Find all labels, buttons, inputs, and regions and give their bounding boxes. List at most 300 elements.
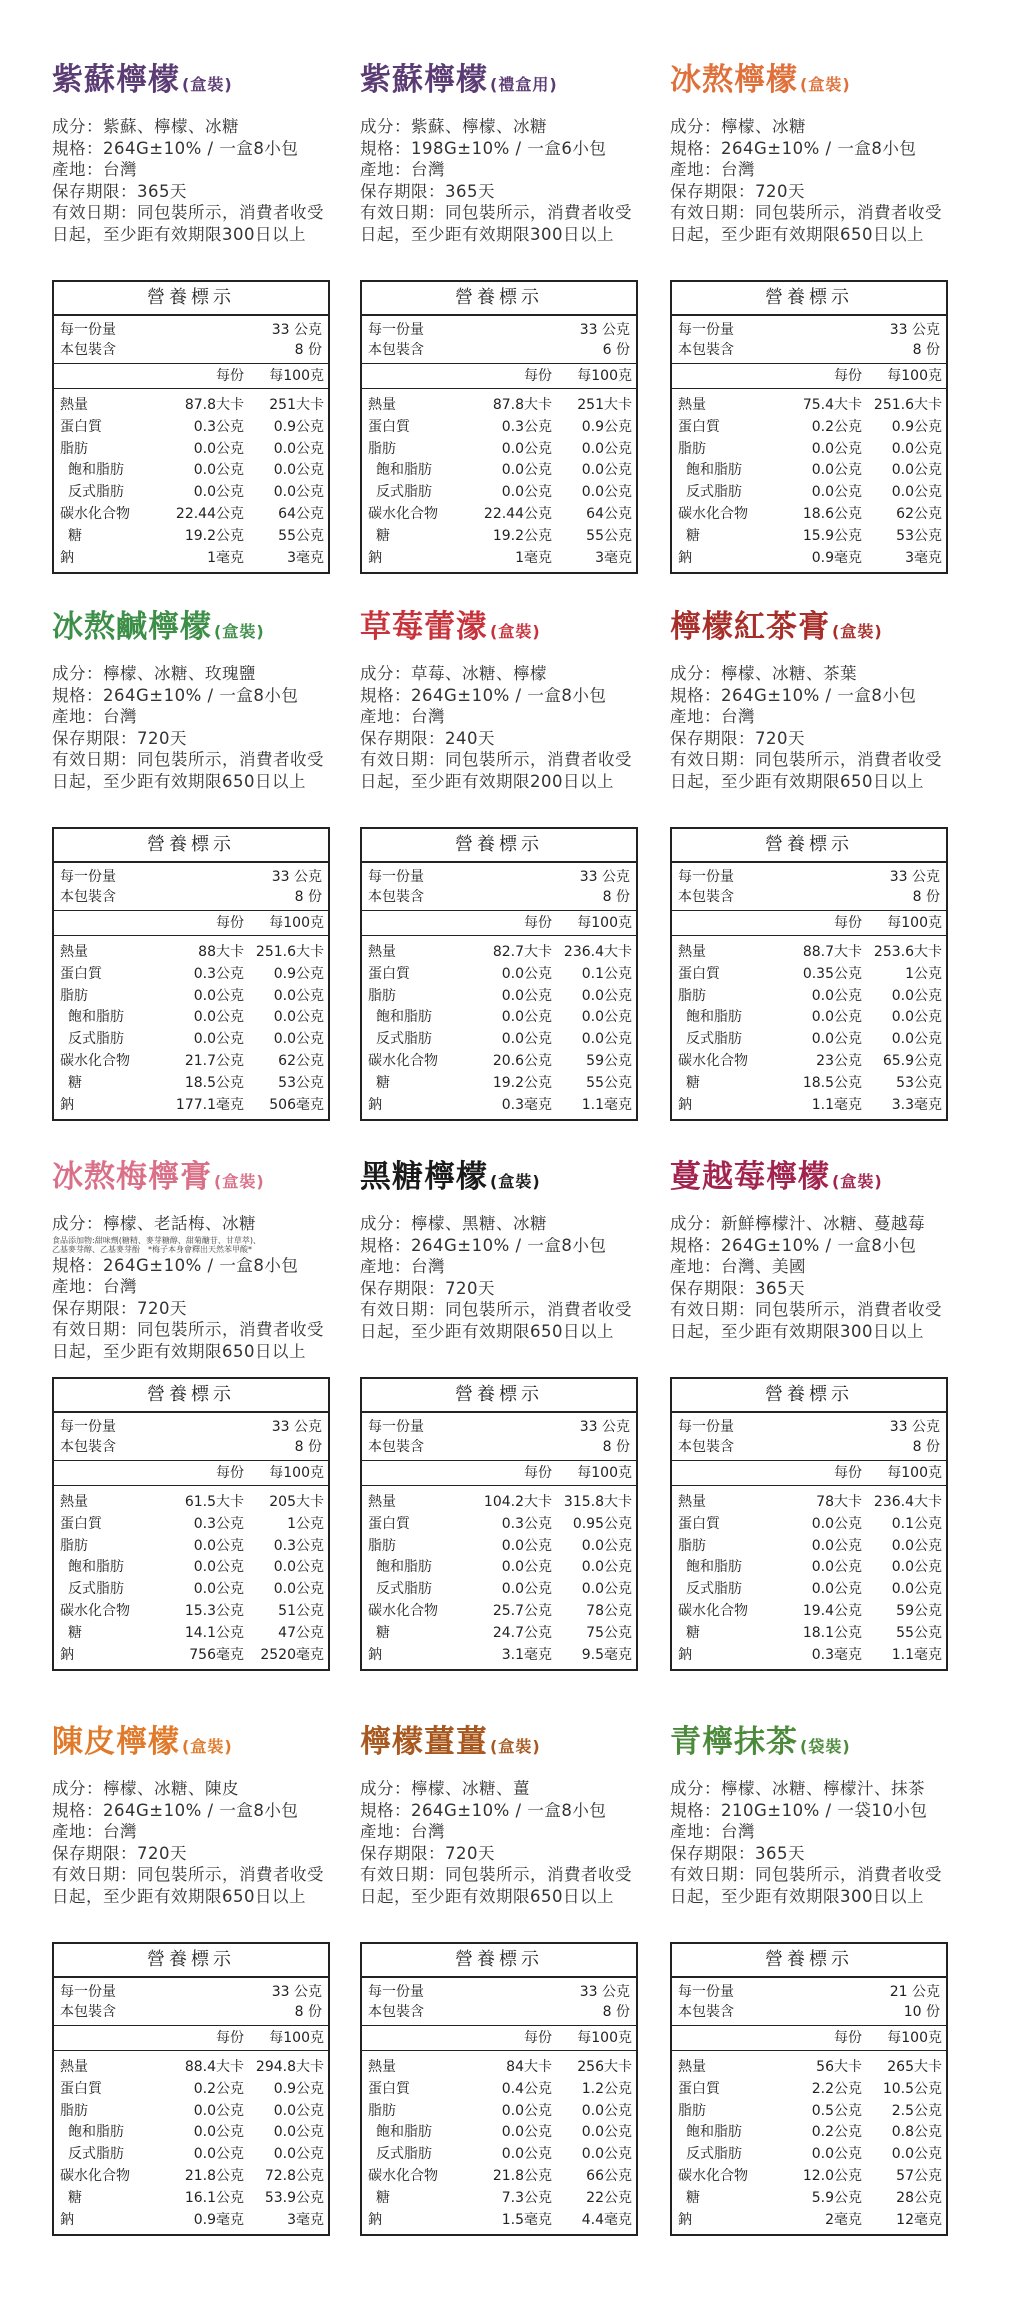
info-line: 成分：檸檬、黑糖、冰糖 xyxy=(360,1214,547,1233)
per-100g-value: 72.8公克 xyxy=(264,2167,324,2184)
nutrient-name: 鈉 xyxy=(368,2211,382,2228)
product-title xyxy=(360,1720,640,1764)
nutrition-header: 營養標示 xyxy=(362,1379,636,1413)
info-line: 保存期限：365天 xyxy=(670,1843,805,1863)
info-line: 有效日期：同包裝所示，消費者收受日起，至少距有效期限650日以上 xyxy=(670,750,942,791)
nutrient-row xyxy=(678,1492,942,1514)
per-100g-value: 53.9公克 xyxy=(264,2189,324,2206)
per-serving-header: 每份 xyxy=(216,2030,244,2046)
servings-count-label: 本包裝含 xyxy=(368,2004,424,2020)
nutrient-rows xyxy=(54,2051,328,2234)
per-100g-value: 0.0公克 xyxy=(273,484,324,501)
per-serving-value: 0.4公克 xyxy=(501,2080,552,2097)
nutrient-name: 熱量 xyxy=(368,397,396,413)
per-100g-value: 0.0公克 xyxy=(273,1031,324,1048)
serving-size-value: 21 公克 xyxy=(889,1984,940,2000)
nutrient-name: 熱量 xyxy=(60,2059,88,2075)
per-100g-value: 0.9公克 xyxy=(581,418,632,435)
per-serving-value: 0.3公克 xyxy=(193,418,244,435)
nutrient-row xyxy=(678,1029,942,1051)
nutrient-name: 鈉 xyxy=(368,549,382,566)
nutrient-name: 脂肪 xyxy=(60,2102,88,2119)
per-serving-value: 84大卡 xyxy=(506,2059,552,2075)
nutrient-name: 糖 xyxy=(686,2189,700,2206)
nutrient-name: 碳水化合物 xyxy=(368,1052,438,1069)
per-100g-value: 55公克 xyxy=(586,527,632,544)
product-name: 冰熬梅檸膏 xyxy=(52,1159,212,1195)
per-100g-value: 53公克 xyxy=(278,1074,324,1091)
serving-size-row xyxy=(60,1982,322,2002)
per-serving-value: 0.0公克 xyxy=(193,1009,244,1026)
nutrition-header: 營養標示 xyxy=(54,1379,328,1413)
nutrient-rows xyxy=(54,1486,328,1669)
serving-size-row xyxy=(60,1417,322,1437)
per-100g-value: 1.1毫克 xyxy=(891,1646,942,1663)
info-line: 成分：檸檬、冰糖、檸檬汁、抹茶 xyxy=(670,1779,925,1798)
per-serving-value: 18.5公克 xyxy=(802,1074,862,1091)
nutrient-rows xyxy=(362,2051,636,2234)
nutrient-row xyxy=(368,2188,632,2210)
info-line: 有效日期：同包裝所示，消費者收受日起，至少距有效期限650日以上 xyxy=(670,203,942,244)
info-line: 成分：紫蘇、檸檬、冰糖 xyxy=(52,117,239,136)
column-headers xyxy=(54,364,328,389)
per-serving-value: 0.0公克 xyxy=(811,440,862,457)
info-line: 產地：台灣 xyxy=(360,1822,445,1841)
info-line: 成分：檸檬、冰糖、玫瑰鹽 xyxy=(52,664,256,683)
info-line: 保存期限：720天 xyxy=(52,1843,187,1863)
nutrient-row xyxy=(678,1051,942,1073)
product-card xyxy=(670,1155,950,1663)
per-serving-value: 0.0公克 xyxy=(501,462,552,479)
serving-info xyxy=(54,1413,328,1461)
nutrient-row xyxy=(60,395,324,417)
per-serving-value: 0.0公克 xyxy=(193,462,244,479)
per-100g-value: 0.9公克 xyxy=(273,418,324,435)
nutrient-row xyxy=(60,986,324,1008)
per-serving-header: 每份 xyxy=(834,2030,862,2046)
nutrient-name: 鈉 xyxy=(678,549,692,566)
info-line: 產地：台灣、美國 xyxy=(670,1257,806,1276)
nutrient-row xyxy=(60,942,324,964)
product-card xyxy=(670,58,950,566)
per-serving-value: 25.7公克 xyxy=(492,1602,552,1619)
column-headers xyxy=(362,2026,636,2051)
per-100g-value: 3毫克 xyxy=(905,549,942,566)
additive-note xyxy=(52,1236,332,1254)
nutrient-name: 糖 xyxy=(686,1624,700,1641)
nutrient-row xyxy=(678,439,942,461)
nutrition-table xyxy=(670,827,948,1121)
per-serving-value: 0.0公克 xyxy=(811,1581,862,1598)
nutrient-row xyxy=(60,1557,324,1579)
nutrient-name: 脂肪 xyxy=(678,987,706,1004)
per-100g-header: 每100克 xyxy=(577,2030,632,2046)
info-line: 規格：210G±10% / 一袋10小包 xyxy=(670,1800,928,1820)
nutrition-header: 營養標示 xyxy=(362,282,636,316)
product-info xyxy=(360,116,640,245)
serving-info xyxy=(54,1978,328,2026)
per-serving-value: 2.2公克 xyxy=(811,2080,862,2097)
package-type: (盒裝) xyxy=(490,1737,541,1756)
per-serving-value: 5.9公克 xyxy=(811,2189,862,2206)
per-serving-value: 0.0公克 xyxy=(193,2102,244,2119)
per-100g-value: 0.0公克 xyxy=(581,2124,632,2141)
nutrient-name: 蛋白質 xyxy=(678,2080,720,2097)
servings-count-value: 8 份 xyxy=(294,2004,322,2020)
per-100g-header: 每100克 xyxy=(269,1465,324,1481)
servings-count-label: 本包裝含 xyxy=(678,342,734,358)
serving-size-value: 33 公克 xyxy=(271,1419,322,1435)
info-line: 保存期限：720天 xyxy=(360,1843,495,1863)
serving-size-value: 33 公克 xyxy=(889,869,940,885)
nutrient-row xyxy=(678,2188,942,2210)
per-serving-value: 0.0公克 xyxy=(501,440,552,457)
per-serving-value: 0.0公克 xyxy=(193,440,244,457)
per-serving-value: 18.1公克 xyxy=(802,1624,862,1641)
serving-size-label: 每一份量 xyxy=(60,322,116,338)
nutrient-name: 熱量 xyxy=(678,944,706,960)
nutrient-row xyxy=(60,1623,324,1645)
info-line: 產地：台灣 xyxy=(52,707,137,726)
info-line: 產地：台灣 xyxy=(52,1277,137,1296)
per-serving-value: 177.1毫克 xyxy=(175,1096,244,1113)
per-serving-value: 0.0公克 xyxy=(811,1537,862,1554)
nutrient-name: 碳水化合物 xyxy=(678,505,748,522)
nutrient-row xyxy=(60,1095,324,1117)
info-line: 保存期限：365天 xyxy=(360,181,495,201)
nutrient-name: 熱量 xyxy=(678,1494,706,1510)
per-100g-value: 205大卡 xyxy=(269,1494,324,1510)
product-title xyxy=(670,605,950,649)
servings-count-row xyxy=(678,2002,940,2022)
nutrient-name: 飽和脂肪 xyxy=(68,1559,124,1576)
nutrient-rows xyxy=(362,389,636,572)
product-title xyxy=(52,58,332,102)
per-serving-header: 每份 xyxy=(216,1465,244,1481)
per-serving-value: 1毫克 xyxy=(515,549,552,566)
per-serving-value: 0.0公克 xyxy=(193,1031,244,1048)
per-100g-value: 0.0公克 xyxy=(273,440,324,457)
product-name: 檸檬紅茶膏 xyxy=(670,609,830,645)
per-serving-value: 0.0公克 xyxy=(811,2146,862,2163)
nutrient-name: 糖 xyxy=(376,1624,390,1641)
nutrition-table xyxy=(670,1942,948,2236)
nutrient-name: 鈉 xyxy=(60,2211,74,2228)
per-100g-value: 3.3毫克 xyxy=(891,1096,942,1113)
nutrient-row xyxy=(368,1557,632,1579)
nutrition-header: 營養標示 xyxy=(54,1944,328,1978)
serving-size-value: 33 公克 xyxy=(579,1419,630,1435)
per-100g-value: 256大卡 xyxy=(577,2059,632,2075)
product-info xyxy=(670,663,950,792)
per-serving-header: 每份 xyxy=(834,1465,862,1481)
column-headers xyxy=(362,364,636,389)
info-line: 規格：264G±10% / 一盒8小包 xyxy=(670,138,917,158)
nutrient-row xyxy=(60,1514,324,1536)
per-serving-value: 0.0公克 xyxy=(811,987,862,1004)
servings-count-row xyxy=(60,340,322,360)
per-serving-value: 0.9毫克 xyxy=(193,2211,244,2228)
nutrition-table xyxy=(360,827,638,1121)
nutrient-row xyxy=(368,964,632,986)
nutrient-rows xyxy=(672,389,946,572)
nutrient-row xyxy=(60,1007,324,1029)
product-info xyxy=(360,1213,640,1342)
per-100g-value: 66公克 xyxy=(586,2167,632,2184)
per-serving-value: 0.0公克 xyxy=(193,2124,244,2141)
servings-count-label: 本包裝含 xyxy=(60,889,116,905)
product-name: 紫蘇檸檬 xyxy=(360,62,488,98)
nutrient-name: 反式脂肪 xyxy=(68,484,124,501)
nutrient-name: 飽和脂肪 xyxy=(68,1009,124,1026)
nutrient-name: 熱量 xyxy=(678,397,706,413)
servings-count-value: 8 份 xyxy=(602,889,630,905)
per-100g-value: 47公克 xyxy=(278,1624,324,1641)
serving-size-row xyxy=(368,867,630,887)
product-name: 冰熬檸檬 xyxy=(670,62,798,98)
serving-size-value: 33 公克 xyxy=(579,869,630,885)
product-name: 青檸抹茶 xyxy=(670,1724,798,1760)
nutrient-row xyxy=(368,2101,632,2123)
serving-size-row xyxy=(368,1417,630,1437)
nutrient-name: 蛋白質 xyxy=(678,965,720,982)
nutrition-table xyxy=(360,1377,638,1671)
per-100g-header: 每100克 xyxy=(887,1465,942,1481)
serving-size-value: 33 公克 xyxy=(889,322,940,338)
per-100g-header: 每100克 xyxy=(577,1465,632,1481)
column-headers xyxy=(362,1461,636,1486)
per-serving-value: 75.4大卡 xyxy=(802,397,862,413)
servings-count-label: 本包裝含 xyxy=(60,342,116,358)
serving-info xyxy=(362,863,636,911)
info-line: 規格：264G±10% / 一盒8小包 xyxy=(360,685,607,705)
info-line: 有效日期：同包裝所示，消費者收受日起，至少距有效期限200日以上 xyxy=(360,750,632,791)
per-serving-value: 756毫克 xyxy=(189,1646,244,1663)
product-info xyxy=(670,1213,950,1342)
nutrient-name: 蛋白質 xyxy=(60,965,102,982)
per-100g-value: 0.0公克 xyxy=(273,2102,324,2119)
nutrient-row xyxy=(678,1095,942,1117)
per-100g-value: 0.9公克 xyxy=(273,2080,324,2097)
per-100g-value: 53公克 xyxy=(896,1074,942,1091)
per-100g-value: 0.95公克 xyxy=(572,1515,632,1532)
per-100g-value: 0.0公克 xyxy=(581,440,632,457)
nutrient-row xyxy=(368,1073,632,1095)
nutrient-row xyxy=(678,2144,942,2166)
nutrient-row xyxy=(678,2057,942,2079)
column-headers xyxy=(54,911,328,936)
nutrient-name: 飽和脂肪 xyxy=(68,462,124,479)
nutrition-table xyxy=(52,827,330,1121)
product-name: 黑糖檸檬 xyxy=(360,1159,488,1195)
per-100g-value: 1公克 xyxy=(287,1515,324,1532)
package-type: (盒裝) xyxy=(214,1172,265,1191)
nutrient-row xyxy=(678,504,942,526)
serving-size-label: 每一份量 xyxy=(60,869,116,885)
info-line: 規格：264G±10% / 一盒8小包 xyxy=(670,685,917,705)
serving-size-row xyxy=(368,320,630,340)
per-serving-value: 1.1毫克 xyxy=(811,1096,862,1113)
serving-info xyxy=(362,1413,636,1461)
product-name: 冰熬鹹檸檬 xyxy=(52,609,212,645)
per-100g-value: 1.1毫克 xyxy=(581,1096,632,1113)
per-100g-value: 294.8大卡 xyxy=(255,2059,324,2075)
nutrient-name: 脂肪 xyxy=(678,2102,706,2119)
product-name: 草莓蕾濛 xyxy=(360,609,488,645)
per-serving-value: 15.3公克 xyxy=(184,1602,244,1619)
per-serving-value: 0.3公克 xyxy=(193,965,244,982)
serving-info xyxy=(672,316,946,364)
per-100g-value: 0.0公克 xyxy=(891,1031,942,1048)
nutrient-name: 鈉 xyxy=(60,1096,74,1113)
nutrient-name: 飽和脂肪 xyxy=(686,462,742,479)
servings-count-value: 8 份 xyxy=(294,889,322,905)
per-serving-value: 87.8大卡 xyxy=(184,397,244,413)
per-100g-value: 59公克 xyxy=(586,1052,632,1069)
per-serving-value: 3.1毫克 xyxy=(501,1646,552,1663)
nutrient-row xyxy=(678,2101,942,2123)
per-serving-value: 0.0公克 xyxy=(501,2124,552,2141)
per-serving-header: 每份 xyxy=(216,368,244,384)
info-line: 有效日期：同包裝所示，消費者收受日起，至少距有效期限650日以上 xyxy=(52,1320,324,1361)
nutrient-row xyxy=(60,2057,324,2079)
per-serving-value: 12.0公克 xyxy=(802,2167,862,2184)
info-line: 規格：264G±10% / 一盒8小包 xyxy=(52,138,299,158)
serving-info xyxy=(672,1413,946,1461)
nutrient-name: 鈉 xyxy=(368,1646,382,1663)
nutrient-name: 糖 xyxy=(376,527,390,544)
column-headers xyxy=(672,911,946,936)
per-100g-value: 55公克 xyxy=(586,1074,632,1091)
serving-size-row xyxy=(60,320,322,340)
per-serving-value: 21.7公克 xyxy=(184,1052,244,1069)
nutrient-name: 碳水化合物 xyxy=(60,1602,130,1619)
servings-count-value: 8 份 xyxy=(602,1439,630,1455)
nutrient-name: 蛋白質 xyxy=(60,418,102,435)
product-title xyxy=(360,605,640,649)
package-type: (盒裝) xyxy=(182,75,233,94)
nutrient-row xyxy=(368,460,632,482)
nutrient-row xyxy=(60,439,324,461)
per-100g-value: 0.0公克 xyxy=(891,1559,942,1576)
serving-size-row xyxy=(678,867,940,887)
nutrient-name: 糖 xyxy=(686,527,700,544)
per-100g-value: 0.0公克 xyxy=(581,462,632,479)
nutrient-row xyxy=(60,1051,324,1073)
per-serving-value: 20.6公克 xyxy=(492,1052,552,1069)
per-serving-value: 1.5毫克 xyxy=(501,2211,552,2228)
per-100g-value: 251大卡 xyxy=(269,397,324,413)
per-serving-value: 0.3毫克 xyxy=(501,1096,552,1113)
per-100g-value: 236.4大卡 xyxy=(563,944,632,960)
per-serving-value: 0.0公克 xyxy=(501,484,552,501)
serving-size-label: 每一份量 xyxy=(368,869,424,885)
nutrient-row xyxy=(60,2079,324,2101)
product-card xyxy=(360,58,640,566)
per-serving-value: 19.2公克 xyxy=(492,527,552,544)
nutrient-name: 鈉 xyxy=(678,1646,692,1663)
product-info xyxy=(52,1213,332,1362)
nutrient-name: 反式脂肪 xyxy=(68,1581,124,1598)
servings-count-row xyxy=(678,1437,940,1457)
per-serving-value: 0.0公克 xyxy=(501,965,552,982)
serving-size-row xyxy=(678,1982,940,2002)
per-serving-value: 0.0公克 xyxy=(193,1537,244,1554)
per-100g-value: 251.6大卡 xyxy=(873,397,942,413)
nutrient-row xyxy=(60,2210,324,2232)
nutrient-name: 糖 xyxy=(376,2189,390,2206)
info-line: 規格：264G±10% / 一盒8小包 xyxy=(670,1235,917,1255)
serving-size-label: 每一份量 xyxy=(60,1419,116,1435)
nutrient-row xyxy=(678,2079,942,2101)
per-serving-value: 14.1公克 xyxy=(184,1624,244,1641)
nutrient-row xyxy=(368,439,632,461)
info-line: 規格：264G±10% / 一盒8小包 xyxy=(52,1255,299,1275)
nutrient-name: 糖 xyxy=(376,1074,390,1091)
per-100g-value: 0.9公克 xyxy=(891,418,942,435)
per-100g-header: 每100克 xyxy=(269,915,324,931)
nutrient-row xyxy=(60,2122,324,2144)
info-line: 保存期限：365天 xyxy=(670,1278,805,1298)
per-serving-header: 每份 xyxy=(834,368,862,384)
nutrient-name: 熱量 xyxy=(60,397,88,413)
per-100g-value: 0.0公克 xyxy=(581,1031,632,1048)
info-line: 規格：264G±10% / 一盒8小包 xyxy=(52,685,299,705)
nutrient-row xyxy=(60,2144,324,2166)
per-serving-value: 0.0公克 xyxy=(811,462,862,479)
nutrition-header: 營養標示 xyxy=(54,282,328,316)
nutrient-row xyxy=(60,548,324,570)
per-serving-value: 104.2大卡 xyxy=(483,1494,552,1510)
per-serving-value: 0.35公克 xyxy=(802,965,862,982)
nutrient-name: 反式脂肪 xyxy=(686,2146,742,2163)
product-title xyxy=(670,1720,950,1764)
per-100g-value: 3毫克 xyxy=(287,2211,324,2228)
serving-size-label: 每一份量 xyxy=(678,322,734,338)
serving-size-label: 每一份量 xyxy=(678,869,734,885)
nutrient-row xyxy=(60,964,324,986)
nutrient-row xyxy=(60,1073,324,1095)
nutrient-name: 脂肪 xyxy=(678,1537,706,1554)
per-100g-value: 0.0公克 xyxy=(891,987,942,1004)
nutrient-row xyxy=(60,1645,324,1667)
nutrient-name: 碳水化合物 xyxy=(368,2167,438,2184)
product-info xyxy=(670,1778,950,1907)
nutrient-name: 反式脂肪 xyxy=(686,1031,742,1048)
nutrient-rows xyxy=(672,936,946,1119)
nutrient-name: 反式脂肪 xyxy=(376,1031,432,1048)
serving-size-value: 33 公克 xyxy=(271,1984,322,2000)
serving-info xyxy=(362,316,636,364)
nutrient-name: 脂肪 xyxy=(368,1537,396,1554)
per-100g-value: 64公克 xyxy=(586,505,632,522)
info-line: 有效日期：同包裝所示，消費者收受日起，至少距有效期限300日以上 xyxy=(670,1300,942,1341)
serving-info xyxy=(672,1978,946,2026)
per-serving-value: 0.0公克 xyxy=(193,1559,244,1576)
per-100g-value: 2.5公克 xyxy=(891,2102,942,2119)
servings-count-label: 本包裝含 xyxy=(368,342,424,358)
nutrient-name: 脂肪 xyxy=(60,1537,88,1554)
product-info xyxy=(52,663,332,792)
product-card xyxy=(52,1155,332,1663)
nutrient-name: 飽和脂肪 xyxy=(376,462,432,479)
nutrient-row xyxy=(678,548,942,570)
servings-count-row xyxy=(368,887,630,907)
info-line: 保存期限：720天 xyxy=(52,1298,187,1318)
per-100g-value: 0.3公克 xyxy=(273,1537,324,1554)
nutrient-row xyxy=(60,2188,324,2210)
nutrient-name: 碳水化合物 xyxy=(678,1052,748,1069)
